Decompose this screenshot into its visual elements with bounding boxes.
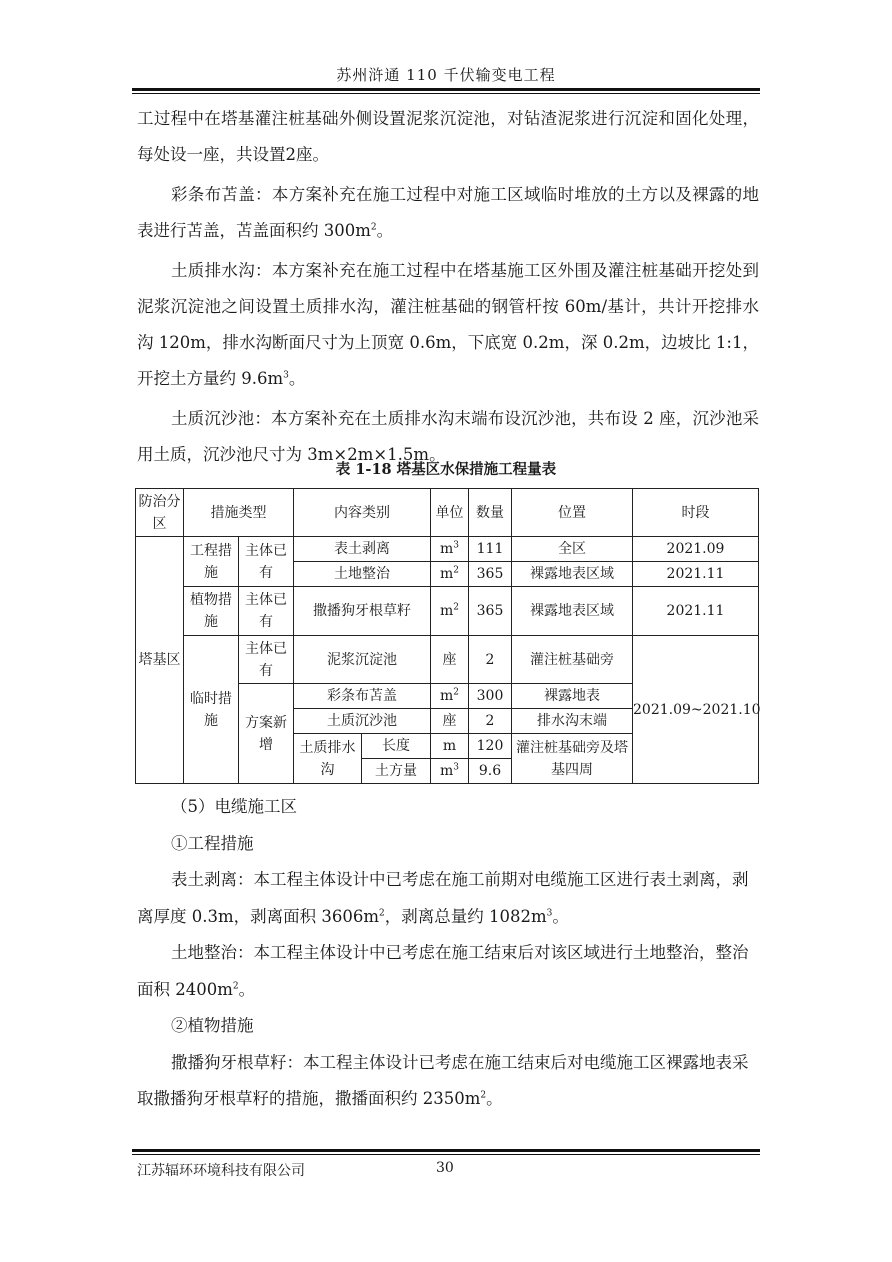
period-cell-merged: 2021.09~2021.10: [633, 636, 759, 784]
location-cell: 全区: [512, 537, 633, 562]
col-period: 时段: [633, 489, 759, 537]
paragraph-tarp-cover: 彩条布苫盖：本方案补充在施工过程中对施工区域临时堆放的土方以及裸露的地表进行苫盖，苫盖面积约 $300m^2$。: [137, 185, 759, 240]
qty-cell: 9.6: [469, 759, 512, 784]
section-heading: （5）电缆施工区: [171, 797, 297, 816]
page-header-title: 苏州浒通 110 千伏输变电工程: [336, 66, 556, 84]
zone-cell: 塔基区: [136, 537, 184, 784]
content-cell: 撒播狗牙根草籽: [294, 587, 431, 636]
location-cell: 排水沟末端: [512, 709, 633, 734]
unit-cell: 座: [431, 709, 469, 734]
period-cell: 2021.09: [633, 537, 759, 562]
table-row: [136, 537, 759, 562]
body-top: [137, 101, 759, 473]
source-new: 方案新增: [239, 684, 294, 784]
qty-cell: 111: [469, 537, 512, 562]
qty-cell: 2: [469, 709, 512, 734]
content-subcell: 土方量: [362, 759, 431, 784]
paragraph-seeding: 撒播狗牙根草籽：本工程主体设计已考虑在施工结束后对电缆施工区裸露地表采取撒播狗牙根草籽的措施，撒播面积约 $2350m^2$。: [137, 1052, 749, 1108]
header-rule: [132, 88, 760, 91]
col-content: 内容类别: [294, 489, 431, 537]
source-main: 主体已有: [239, 636, 294, 684]
source-main: 主体已有: [239, 537, 294, 587]
period-cell: 2021.11: [633, 587, 759, 636]
page-number: 30: [436, 1160, 454, 1176]
col-zone: 防治分区: [136, 489, 184, 537]
location-cell: 灌注桩基础旁: [512, 636, 633, 684]
col-location: 位置: [512, 489, 633, 537]
location-cell: 裸露地表: [512, 684, 633, 709]
footer-company: 江苏辐环环境科技有限公司: [137, 1163, 305, 1179]
content-cell: 表土剥离: [294, 537, 431, 562]
footer-rule: [132, 1149, 760, 1152]
subheading-engineering: ①工程措施: [171, 833, 254, 853]
table-row: [136, 636, 759, 684]
content-cell-ditch: 土质排水沟: [294, 734, 362, 784]
paragraph-continued: 工过程中在塔基灌注桩基础外侧设置泥浆沉淀池，对钻渣泥浆进行沉淀和固化处理，每处设一座，共设置2座。: [137, 109, 759, 164]
unit-cell: m: [431, 734, 469, 759]
content-cell: 土地整治: [294, 562, 431, 587]
location-cell: 裸露地表区域: [512, 562, 633, 587]
period-cell: 2021.11: [633, 562, 759, 587]
unit-cell: $m^3$: [431, 537, 469, 562]
table-row: [136, 587, 759, 636]
type-temporary: 临时措施: [184, 636, 239, 784]
measures-table: [135, 488, 759, 784]
paragraph-drainage-ditch: 土质排水沟：本方案补充在施工过程中在塔基施工区外围及灌注桩基础开挖处到泥浆沉淀池之间设置土质排水沟，灌注桩基础的钢管杆按 60m/基计，共计开挖排水沟 120m，排水沟断面尺寸为上顶宽 0.6m，下底宽 0.2m，深 0.2m，边坡比 1:1，开挖土方量约 $9.6m^3$。: [137, 261, 759, 388]
content-cell: 泥浆沉淀池: [294, 636, 431, 684]
header-rule-thin: [132, 93, 760, 94]
qty-cell: 365: [469, 587, 512, 636]
source-main: 主体已有: [239, 587, 294, 636]
col-unit: 单位: [431, 489, 469, 537]
unit-cell: $m^2$: [431, 562, 469, 587]
section-cable: [137, 789, 759, 1118]
table-header-row: [136, 489, 759, 537]
col-type: 措施类型: [184, 489, 294, 537]
qty-cell: 2: [469, 636, 512, 684]
unit-cell: $m^2$: [431, 684, 469, 709]
qty-cell: 300: [469, 684, 512, 709]
paragraph-land-leveling: 土地整治：本工程主体设计中已考虑在施工结束后对该区域进行土地整治，整治面积 $2400m^2$。: [137, 943, 749, 999]
type-plant: 植物措施: [184, 587, 239, 636]
location-cell: 裸露地表区域: [512, 587, 633, 636]
qty-cell: 120: [469, 734, 512, 759]
col-qty: 数量: [469, 489, 512, 537]
content-subcell: 长度: [362, 734, 431, 759]
unit-cell: $m^3$: [431, 759, 469, 784]
paragraph-settling-pond: 土质沉沙池：本方案补充在土质排水沟末端布设沉沙池，共布设 2 座，沉沙池采用土质，沉沙池尺寸为 3m×2m×1.5m。: [137, 409, 759, 464]
paragraph-topsoil: 表土剥离：本工程主体设计中已考虑在施工前期对电缆施工区进行表土剥离，剥离厚度 0.3m，剥离面积 $3606m^2$，剥离总量约 $1082m^3$。: [137, 870, 749, 926]
content-cell: 土质沉沙池: [294, 709, 431, 734]
unit-cell: $m^2$: [431, 587, 469, 636]
location-cell: 灌注桩基础旁及塔基四周: [512, 734, 633, 784]
table-caption: 表 1-18 塔基区水保措施工程量表: [335, 461, 557, 478]
content-cell: 彩条布苫盖: [294, 684, 431, 709]
subheading-plant: ②植物措施: [171, 1016, 254, 1035]
footer-rule-thin: [132, 1154, 760, 1155]
type-engineering: 工程措施: [184, 537, 239, 587]
unit-cell: 座: [431, 636, 469, 684]
qty-cell: 365: [469, 562, 512, 587]
